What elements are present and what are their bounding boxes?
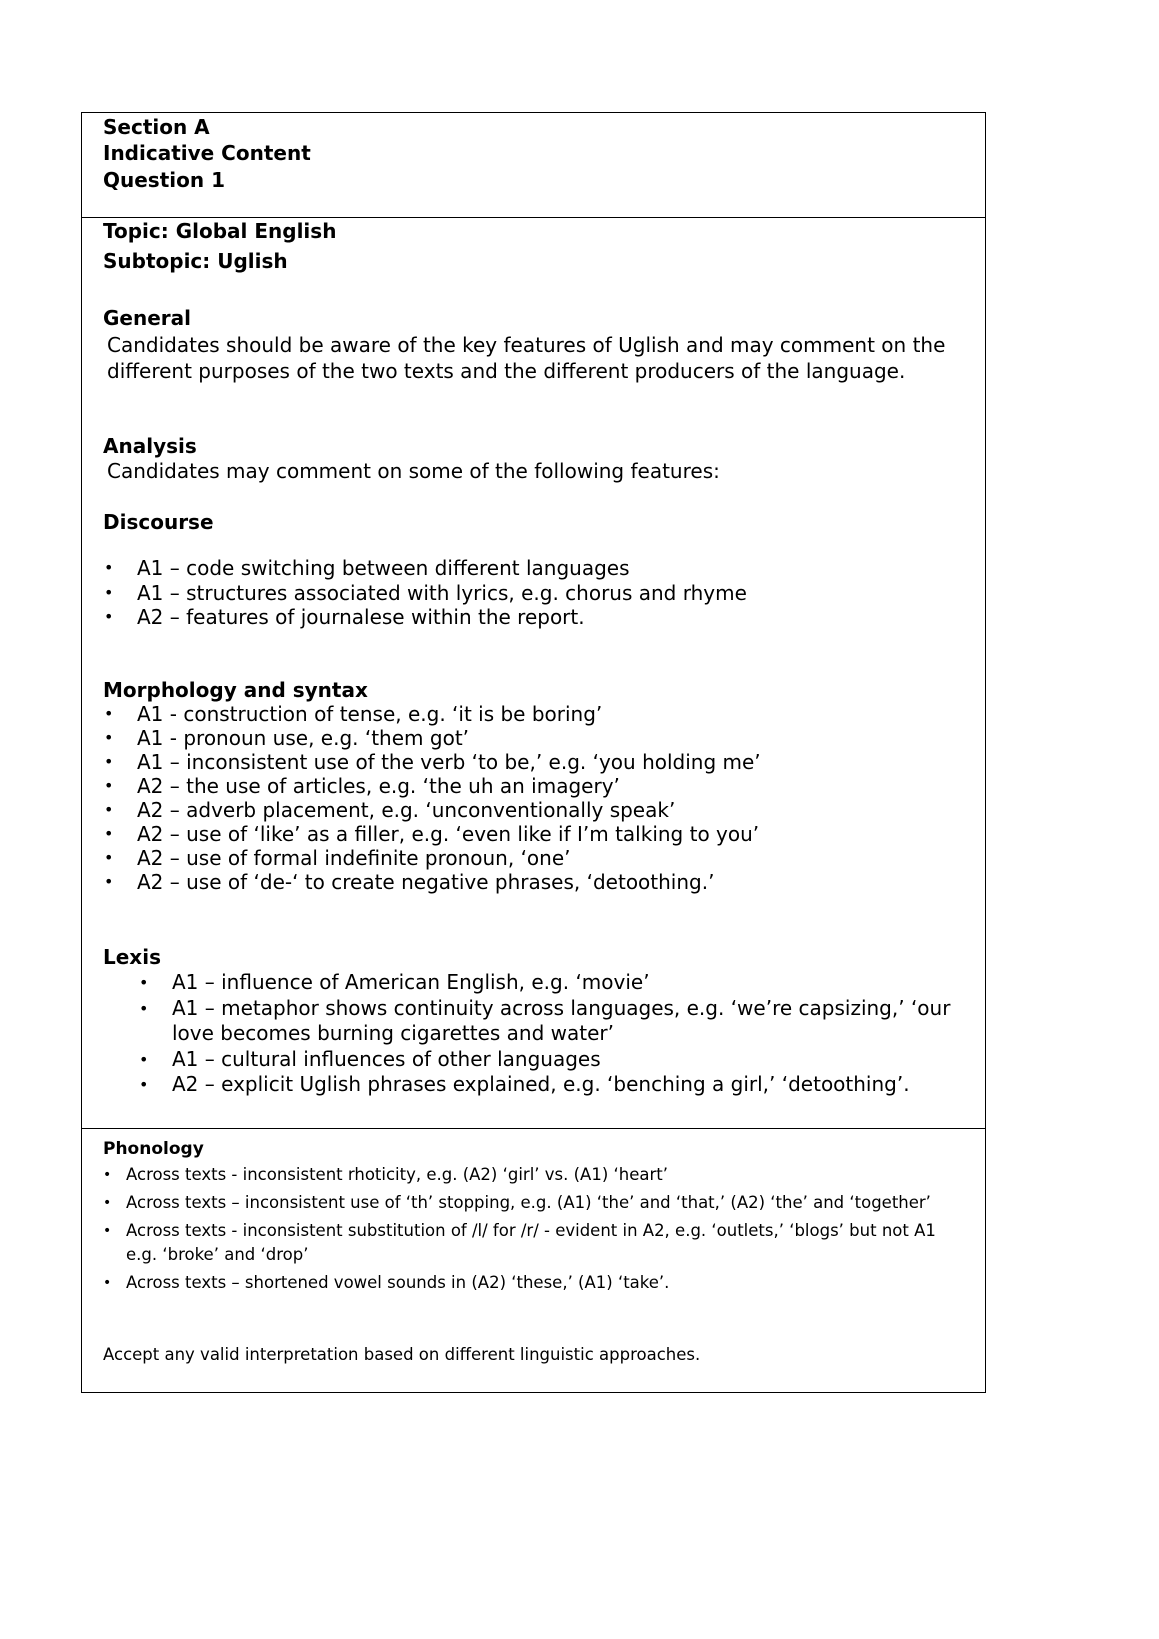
list-item: • A1 – metaphor shows continuity across languages, e.g. ‘we’re capsizing,’ ‘our love becomes burning cigarettes and water’: [142, 996, 977, 1047]
analysis-text: Candidates may comment on some of the following features:: [107, 459, 720, 483]
phonology-list: [103, 1163, 963, 1299]
question-label: Question 1: [103, 168, 225, 192]
phonology-heading: Phonology: [103, 1139, 204, 1159]
divider: [81, 217, 986, 218]
general-text: Candidates should be aware of the key features of Uglish and may comment on the different purposes of the two texts and the different producers of the language.: [107, 333, 946, 383]
list-item: • A1 - construction of tense, e.g. ‘it is be boring’: [107, 702, 967, 726]
discourse-heading: Discourse: [103, 510, 214, 534]
content-type-label: Indicative Content: [103, 141, 311, 165]
footer-note: Accept any valid interpretation based on different linguistic approaches.: [103, 1345, 701, 1364]
subtopic-label: Subtopic: Uglish: [103, 249, 288, 273]
list-item: • A2 – the use of articles, e.g. ‘the uh an imagery’: [107, 774, 967, 798]
list-item: • Across texts - inconsistent rhoticity, e.g. (A2) ‘girl’ vs. (A1) ‘heart’: [103, 1163, 963, 1187]
list-item: • A2 – use of ‘de-‘ to create negative phrases, ‘detoothing.’: [107, 870, 967, 894]
general-heading: General: [103, 306, 191, 330]
discourse-list: [107, 556, 967, 630]
morphology-heading: Morphology and syntax: [103, 678, 368, 702]
list-item: • A2 – explicit Uglish phrases explained, e.g. ‘benching a girl,’ ‘detoothing’.: [142, 1072, 977, 1098]
list-item: • Across texts – inconsistent use of ‘th’ stopping, e.g. (A1) ‘the’ and ‘that,’ (A2) ‘the’ and ‘together’: [103, 1191, 963, 1215]
list-item: • Across texts – shortened vowel sounds in (A2) ‘these,’ (A1) ‘take’.: [103, 1271, 963, 1295]
list-item: • A1 – cultural influences of other languages: [142, 1047, 977, 1073]
list-item: • A1 – structures associated with lyrics, e.g. chorus and rhyme: [107, 581, 967, 606]
analysis-heading: Analysis: [103, 434, 197, 458]
divider: [81, 1128, 986, 1129]
morphology-list: [107, 702, 967, 894]
lexis-heading: Lexis: [103, 945, 161, 969]
list-item: • Across texts - inconsistent substitution of /l/ for /r/ - evident in A2, e.g. ‘outlets,’ ‘blogs’ but not A1 e.g. ‘broke’ and ‘drop’: [103, 1219, 963, 1267]
list-item: • A2 – use of formal indefinite pronoun, ‘one’: [107, 846, 967, 870]
list-item: • A1 – code switching between different languages: [107, 556, 967, 581]
topic-label: Topic: Global English: [103, 219, 337, 243]
list-item: • A2 – features of journalese within the report.: [107, 605, 967, 630]
list-item: • A2 – adverb placement, e.g. ‘unconventionally speak’: [107, 798, 967, 822]
list-item: • A1 - pronoun use, e.g. ‘them got’: [107, 726, 967, 750]
section-label: Section A: [103, 115, 210, 139]
lexis-list: [142, 970, 977, 1098]
list-item: • A1 – inconsistent use of the verb ‘to be,’ e.g. ‘you holding me’: [107, 750, 967, 774]
list-item: • A1 – influence of American English, e.g. ‘movie’: [142, 970, 977, 996]
list-item: • A2 – use of ‘like’ as a filler, e.g. ‘even like if I’m talking to you’: [107, 822, 967, 846]
